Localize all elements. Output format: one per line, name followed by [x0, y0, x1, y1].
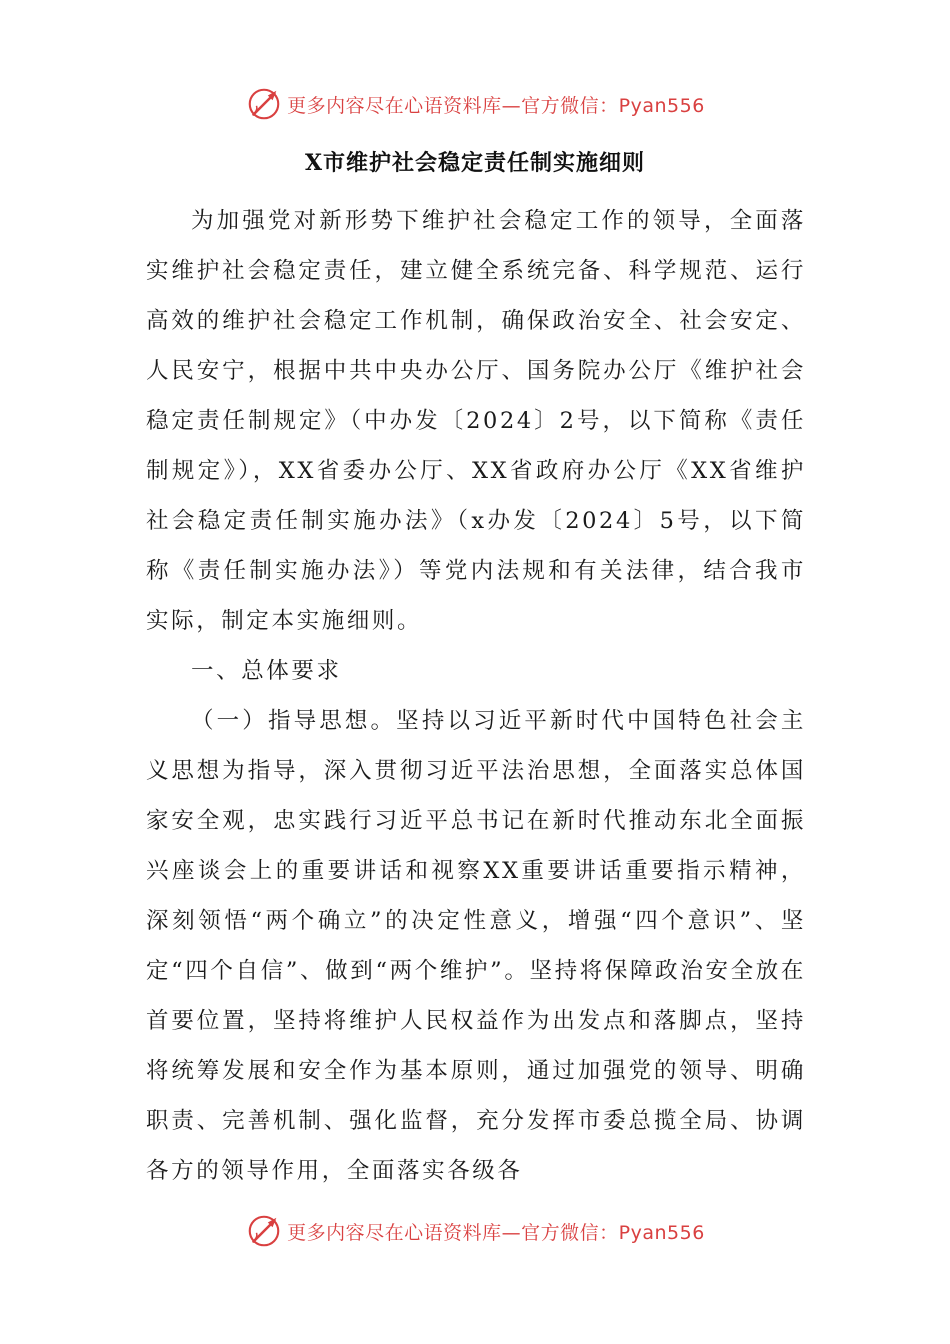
paragraph-guiding-ideology: （一）指导思想。坚持以习近平新时代中国特色社会主义思想为指导，深入贯彻习近平法治思想，全面落实总体国家安全观，忠实践行习近平总书记在新时代推动东北全面振兴座谈会上的重要讲话和视察XX重要讲话重要指示精神，深刻领悟“两个确立”的决定性意义，增强“四个意识”、坚定“四个自信”、做到“两个维护”。坚持将保障政治安全放在首要位置，坚持将维护人民权益作为出发点和落脚点，坚持将统筹发展和安全作为基本原则，通过加强党的领导、明确职责、完善机制、强化监督，充分发挥市委总揽全局、协调各方的领导作用，全面落实各级各	[146, 708, 806, 1184]
fountain-pen-logo-icon	[245, 85, 283, 123]
fountain-pen-logo-icon	[245, 1212, 283, 1250]
watermark-text: 更多内容尽在心语资料库—官方微信：Pyan556	[287, 1221, 705, 1244]
section-heading-general-requirements: 一、总体要求	[191, 658, 342, 684]
document-title: X市维护社会稳定责任制实施细则	[304, 150, 646, 176]
watermark-text: 更多内容尽在心语资料库—官方微信：Pyan556	[287, 94, 705, 117]
document-body	[146, 196, 806, 1196]
header-watermark	[0, 82, 950, 126]
paragraph-intro: 为加强党对新形势下维护社会稳定工作的领导，全面落实维护社会稳定责任，建立健全系统完备、科学规范、运行高效的维护社会稳定工作机制，确保政治安全、社会安定、人民安宁，根据中共中央办公厅、国务院办公厅《维护社会稳定责任制规定》（中办发〔2024〕2号，以下简称《责任制规定》），XX省委办公厅、XX省政府办公厅《XX省维护社会稳定责任制实施办法》（x办发〔2024〕5号，以下简称《责任制实施办法》）等党内法规和有关法律，结合我市实际，制定本实施细则。	[146, 208, 806, 634]
footer-watermark	[0, 1209, 950, 1253]
